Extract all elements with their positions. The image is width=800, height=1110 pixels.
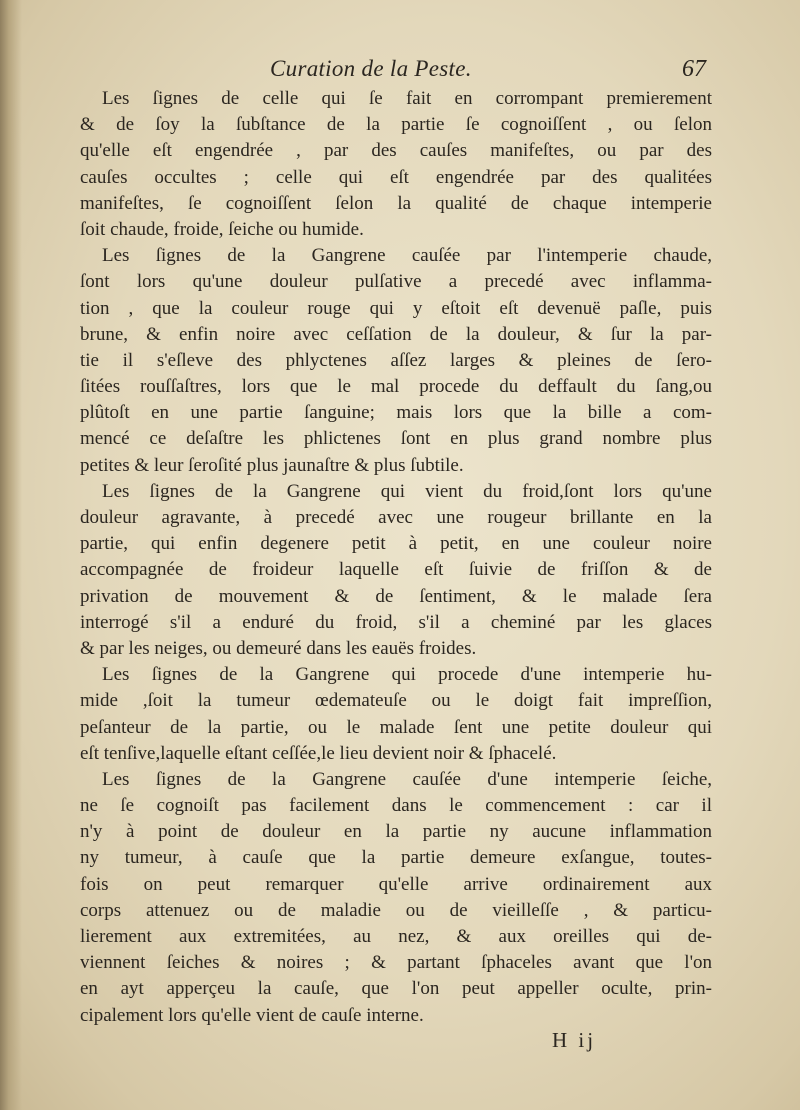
- text-line: viennent ſeiches & noires ; & partant ſphaceles avant que l'on: [80, 952, 712, 974]
- page-body: [80, 86, 712, 1029]
- paragraph: [80, 662, 712, 767]
- text-line: n'y à point de douleur en la partie ny aucune inflammation: [80, 821, 712, 843]
- text-line: eſt tenſive,laquelle eſtant ceſſée,le lieu devient noir & ſphacelé.: [80, 742, 557, 764]
- text-line: Les ſignes de la Gangrene cauſée par l'intemperie chaude,: [102, 245, 712, 267]
- text-line: tion , que la couleur rouge qui y eſtoit eſt devenuë paſle, puis: [80, 297, 712, 319]
- page-header: [82, 52, 712, 86]
- text-line: brune, & enfin noire avec ceſſation de la douleur, & ſur la par-: [80, 323, 712, 345]
- text-line: ſont lors qu'une douleur pulſative a precedé avec inflamma-: [80, 271, 712, 293]
- text-line: Les ſignes de celle qui ſe fait en corrompant premierement: [102, 88, 712, 109]
- text-line: tie il s'eſleve des phlyctenes aſſez larges & pleines de ſero-: [80, 349, 712, 371]
- text-line: & par les neiges, ou demeuré dans les eauës froides.: [80, 637, 477, 659]
- paragraph: [80, 243, 712, 479]
- text-line: ny tumeur, à cauſe que la partie demeure exſangue, toutes-: [80, 847, 712, 869]
- text-line: en ayt apperçeu la cauſe, que l'on peut appeller oculte, prin-: [80, 978, 712, 1000]
- text-line: cipalement lors qu'elle vient de cauſe interne.: [80, 1004, 424, 1026]
- text-line: Les ſignes de la Gangrene qui procede d'une intemperie hu-: [102, 664, 712, 686]
- text-line: ne ſe cognoiſt pas facilement dans le commencement : car il: [80, 795, 712, 817]
- text-line: ſoit chaude, froide, ſeiche ou humide.: [80, 218, 364, 240]
- text-line: petites & leur ſeroſité plus jaunaſtre & plus ſubtile.: [80, 454, 464, 476]
- text-line: Les ſignes de la Gangrene cauſée d'une intemperie ſeiche,: [102, 768, 712, 790]
- text-line: peſanteur de la partie, ou le malade ſent une petite douleur qui: [80, 716, 712, 738]
- page-number: 67: [682, 56, 706, 82]
- text-line: Les ſignes de la Gangrene qui vient du froid,ſont lors qu'une: [102, 480, 712, 502]
- text-line: fois on peut remarquer qu'elle arrive ordinairement aux: [80, 873, 712, 895]
- text-line: privation de mouvement & de ſentiment, & le malade ſera: [80, 585, 712, 607]
- text-line: mencé ce deſaſtre les phlictenes ſont en plus grand nombre plus: [80, 428, 712, 450]
- text-line: interrogé s'il a enduré du froid, s'il a cheminé par les glaces: [80, 611, 712, 633]
- text-line: cauſes occultes ; celle qui eſt engendrée par des qualitées: [80, 166, 712, 188]
- text-line: & de ſoy la ſubſtance de la partie ſe cognoiſſent , ou ſelon: [80, 114, 712, 136]
- text-line: partie, qui enfin degenere petit à petit, en une couleur noire: [80, 533, 712, 555]
- paragraph: [80, 479, 712, 662]
- text-line: douleur agravante, à precedé avec une rougeur brillante en la: [80, 507, 712, 528]
- running-title: Curation de la Peste.: [270, 56, 472, 81]
- signature-mark: H ij: [552, 1028, 597, 1052]
- text-line: plûtoſt en une partie ſanguine; mais lors que la bille a com-: [80, 402, 712, 424]
- text-line: qu'elle eſt engendrée , par des cauſes manifeſtes, ou par des: [80, 140, 712, 162]
- paragraph: [80, 767, 712, 1029]
- paragraph: [80, 86, 712, 243]
- text-line: manifeſtes, ſe cognoiſſent ſelon la qualité de chaque intemperie: [80, 192, 712, 214]
- text-line: corps attenuez ou de maladie ou de vieilleſſe , & particu-: [80, 899, 712, 921]
- text-line: mide ,ſoit la tumeur œdemateuſe ou le doigt fait impreſſion,: [80, 690, 712, 712]
- text-line: accompagnée de froideur laquelle eſt ſuivie de friſſon & de: [80, 559, 712, 581]
- text-line: lierement aux extremitées, au nez, & aux oreilles qui de-: [80, 926, 712, 947]
- binding-gutter-shadow: [0, 0, 22, 1110]
- text-line: ſitées rouſſaſtres, lors que le mal procede du deffault du ſang,ou: [80, 376, 712, 398]
